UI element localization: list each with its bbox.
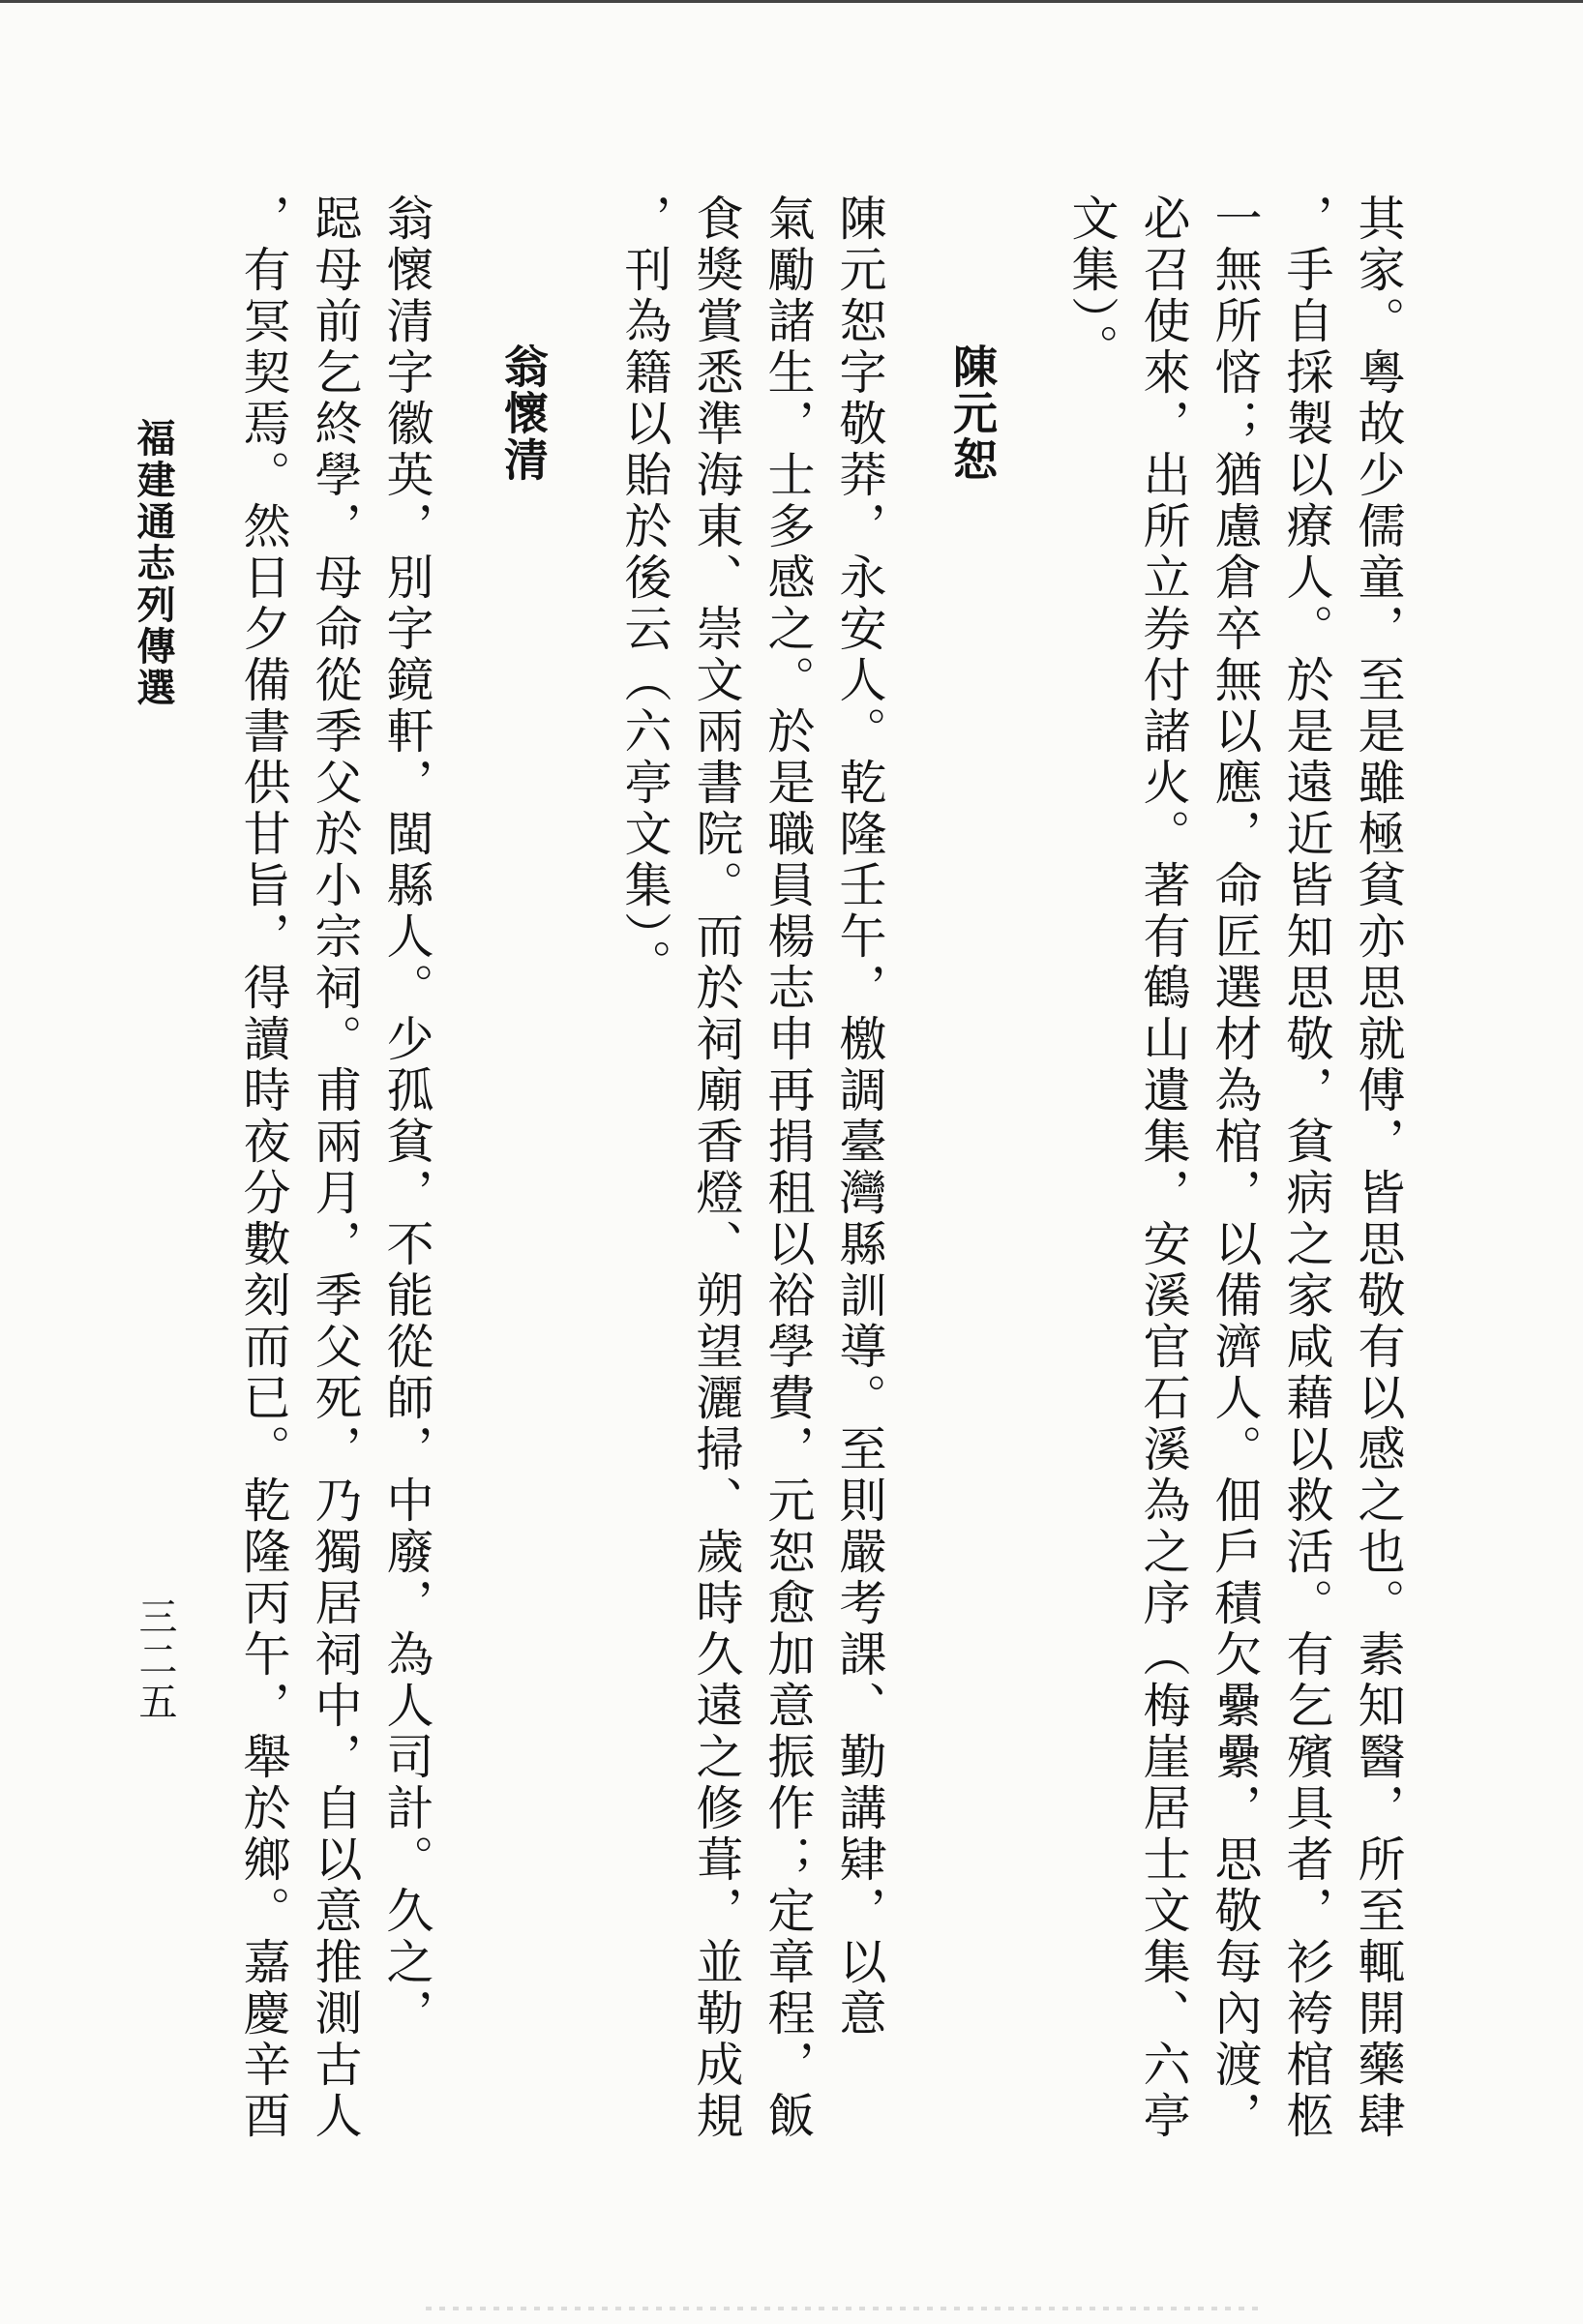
text-column: 必召使來，出所立券付諸火。著有鶴山遺集，安溪官石溪為之序（梅崖居士文集、六亭 [1136, 194, 1191, 2142]
section-heading: 陳元恕 [946, 343, 999, 483]
book-title: 福建通志列傳選 [131, 418, 176, 709]
text-column: 翁懷清字徽英，別字鏡軒，閩縣人。少孤貧，不能從師，中廢，為人司計。久之， [379, 194, 434, 2040]
text-column: ，手自採製以療人。於是遠近皆知思敬，貧病之家咸藉以救活。有乞殯具者，衫袴棺柩 [1279, 194, 1334, 2142]
section-heading: 翁懷清 [497, 343, 550, 483]
text-column: 跽母前乞終學，母命從季父於小宗祠。甫兩月，季父死，乃獨居祠中，自以意推測古人 [308, 194, 363, 2142]
text-column: 陳元恕字敬莽，永安人。乾隆壬午，檄調臺灣縣訓導。至則嚴考課、勤講肄，以意 [832, 194, 887, 2040]
page-number: 三二五 [133, 1596, 177, 1724]
scan-artifact [426, 2307, 1258, 2310]
text-column: 文集）。 [1064, 194, 1120, 375]
text-column: ，刊為籍以貽於後云（六亭文集）。 [617, 194, 672, 991]
text-column: 一無所悋；猶慮倉卒無以應，命匠選材為棺，以備濟人。佃戶積欠纍纍，思敬每內渡， [1208, 194, 1263, 2142]
text-column: 食獎賞悉準海東、崇文兩書院。而於祠廟香燈、朔望灑掃、歲時久遠之修葺，並勒成規 [689, 194, 744, 2142]
top-border [0, 0, 1583, 3]
text-column: ，有冥契焉。然日夕備書供甘旨，得讀時夜分數刻而已。乾隆丙午，舉於鄉。嘉慶辛酉 [236, 194, 291, 2142]
text-column: 其家。粵故少儒童，至是雖極貧亦思就傅，皆思敬有以感之也。素知醫，所至輒開藥肆 [1351, 194, 1406, 2142]
text-column: 氣勵諸生，士多感之。於是職員楊志申再捐租以裕學費，元恕愈加意振作；定章程，飯 [761, 194, 816, 2142]
